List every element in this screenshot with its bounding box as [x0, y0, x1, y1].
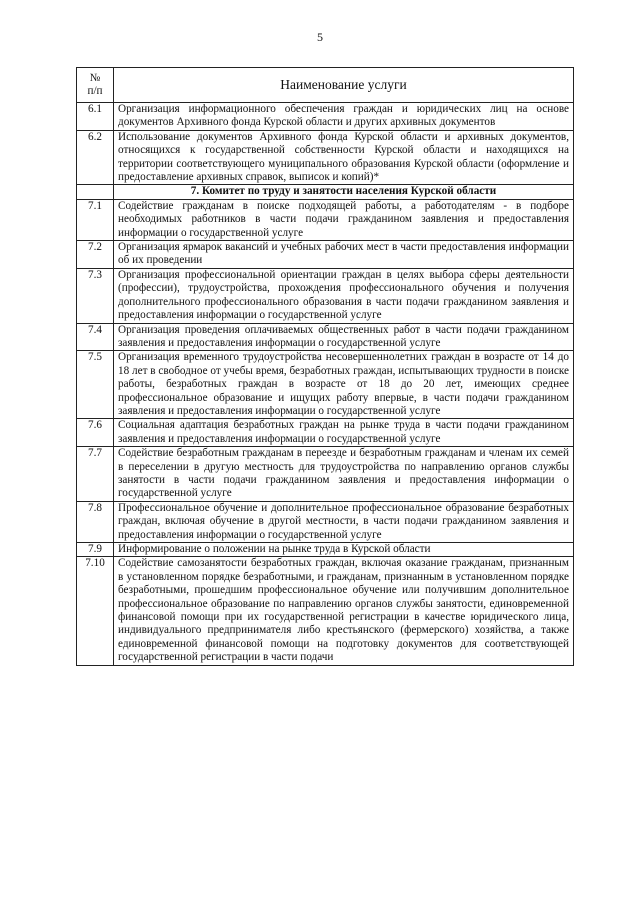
row-number: 7.8 [77, 501, 114, 542]
number-column-header [77, 68, 114, 103]
service-name: Профессиональное обучение и дополнительное профессиональное образование безработных граждан, включая обучение в другой местности, в части подачи гражданином заявления и предоставления информации о государственной услуге [114, 501, 574, 542]
table-row [77, 557, 574, 665]
table-row [77, 268, 574, 323]
table-row [77, 199, 574, 240]
table-header-row [77, 68, 574, 103]
service-name: Организация информационного обеспечения граждан и юридических лиц на основе документов Архивного фонда Курской области и других архивных документов [114, 103, 574, 131]
row-number: 7.7 [77, 447, 114, 502]
table-row [77, 419, 574, 447]
service-name: Использование документов Архивного фонда Курской области и архивных документов, относящихся к государственной собственности Курской области и находящихся на территории соответствующего муниципального образования Курской области (оформление и предоставление архивных справок, выписок и копий)* [114, 130, 574, 185]
table-row [77, 130, 574, 185]
table-row [77, 501, 574, 542]
row-number: 7.3 [77, 268, 114, 323]
page-number: 5 [317, 30, 323, 44]
table-row [77, 241, 574, 269]
section-heading-group [77, 185, 574, 199]
service-name: Организация проведения оплачиваемых общественных работ в части подачи гражданином заявления и предоставления информации о государственной услуге [114, 323, 574, 351]
service-name: Социальная адаптация безработных граждан на рынке труда в части подачи гражданином заявления и предоставления информации о государственной услуге [114, 419, 574, 447]
rows-after-section [77, 199, 574, 665]
number-header-line2: п/п [87, 85, 103, 97]
service-name: Организация профессиональной ориентации граждан в целях выбора сферы деятельности (профессии), трудоустройства, прохождения профессионального обучения и получения дополнительного профессионального образования в части подачи гражданином заявления и предоставления информации о государственной услуге [114, 268, 574, 323]
service-name: Содействие гражданам в поиске подходящей работы, а работодателям - в подборе необходимых работников в части подачи гражданином заявления и предоставления информации о государственной услуге [114, 199, 574, 240]
service-name-column-header: Наименование услуги [114, 68, 574, 103]
section-heading: 7. Комитет по труду и занятости населения Курской области [114, 185, 574, 199]
section-heading-row [77, 185, 574, 199]
rows-before-section [77, 103, 574, 185]
table-row [77, 103, 574, 131]
service-name: Организация ярмарок вакансий и учебных рабочих мест в части предоставления информации об их проведении [114, 241, 574, 269]
row-number: 6.2 [77, 130, 114, 185]
services-table [76, 67, 574, 666]
table-row [77, 323, 574, 351]
section-heading-empty-cell [77, 185, 114, 199]
row-number: 7.5 [77, 351, 114, 419]
row-number: 7.9 [77, 543, 114, 557]
service-name: Содействие самозанятости безработных граждан, включая оказание гражданам, признанным в установленном порядке безработными, и гражданам, признанным в установленном порядке безработными, прошедшим профессиональное обучение или получившим дополнительное профессиональное образование по направлению органов службы занятости, единовременной финансовой помощи при их государственной регистрации в качестве юридического лица, индивидуального предпринимателя либо крестьянского (фермерского) хозяйства, а также единовременной финансовой помощи на подготовку документов для соответствующей государственной регистрации в части подачи [114, 557, 574, 665]
service-name: Информирование о положении на рынке труда в Курской области [114, 543, 574, 557]
row-number: 7.2 [77, 241, 114, 269]
table-row [77, 447, 574, 502]
table-row [77, 543, 574, 557]
service-name: Содействие безработным гражданам в переезде и безработным гражданам и членам их семей в переселении в другую местность для трудоустройства по направлению органов службы занятости в части подачи гражданином заявления и предоставления информации о государственной услуге [114, 447, 574, 502]
table-row [77, 351, 574, 419]
row-number: 6.1 [77, 103, 114, 131]
row-number: 7.1 [77, 199, 114, 240]
number-header-line1: № [89, 71, 101, 84]
service-name: Организация временного трудоустройства несовершеннолетних граждан в возрасте от 14 до 18 лет в свободное от учебы время, безработных граждан, испытывающих трудности в поиске работы, безработных граждан в возрасте от 18 до 20 лет, имеющих среднее профессиональное образование и ищущих работу впервые, в части подачи гражданином заявления и предоставления информации о государственной услуге [114, 351, 574, 419]
row-number: 7.10 [77, 557, 114, 665]
row-number: 7.4 [77, 323, 114, 351]
row-number: 7.6 [77, 419, 114, 447]
